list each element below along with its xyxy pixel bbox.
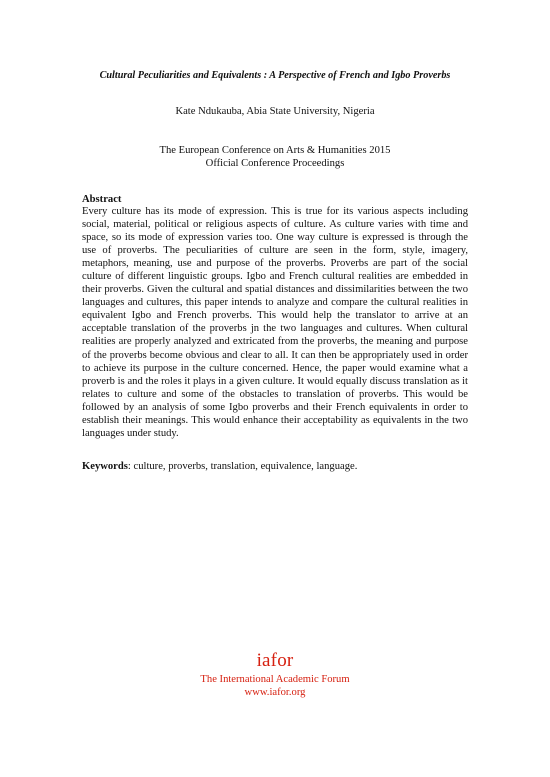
keywords-label: Keywords <box>82 461 128 472</box>
abstract-body: Every culture has its mode of expression. This is true for its various aspects including social, material, political or religious aspects of culture. As culture varies with time and space, so its mode of expression varies too. One way culture is expressed is through the use of proverbs. The peculiarities of culture are seen in the form, style, imagery, metaphors, meaning, use and purpose of the proverbs. Proverbs are part of the social culture of different linguistic groups. Igbo and French cultural realities are embedded in their proverbs. Given the cultural and spatial distances and dissimilarities between the two languages and cultures, this paper intends to analyze and compare the cultural realities in equivalent Igbo and French proverbs. This would help the translator to arrive at an acceptable translation of the proverbs jn the two languages and cultures. When cultural realities are properly analyzed and extricated from the proverbs, the meaning and purpose of the proverbs become obvious and clear to all. It can then be appropriately used in order to achieve its purpose in the culture concerned. Hence, the paper would examine what a proverb is and the roles it plays in a given culture. It would equally discuss translation as it relates to culture and some of the obstacles to translation of proverbs. This would be followed by an analysis of some Igbo proverbs and their French equivalents in order to establish their meanings. This would enhance their acceptability as equivalents in the two languages under study. <box>82 206 468 439</box>
abstract-heading: Abstract <box>82 194 122 205</box>
keywords-line <box>82 460 468 473</box>
author-affiliation: Kate Ndukauba, Abia State University, Nigeria <box>175 106 375 117</box>
forum-name: The International Academic Forum <box>200 674 350 685</box>
paper-title: Cultural Peculiarities and Equivalents : A Perspective of French and Igbo Proverbs <box>99 70 451 81</box>
keywords-list: : culture, proverbs, translation, equivalence, language. <box>127 461 358 472</box>
proceedings-label: Official Conference Proceedings <box>205 157 345 169</box>
forum-url-link[interactable]: www.iafor.org <box>244 687 306 698</box>
iafor-logo: iafor <box>256 650 294 671</box>
publisher-footer <box>0 650 550 699</box>
conference-info <box>0 145 550 170</box>
conference-name: The European Conference on Arts & Humanities 2015 <box>159 145 391 156</box>
